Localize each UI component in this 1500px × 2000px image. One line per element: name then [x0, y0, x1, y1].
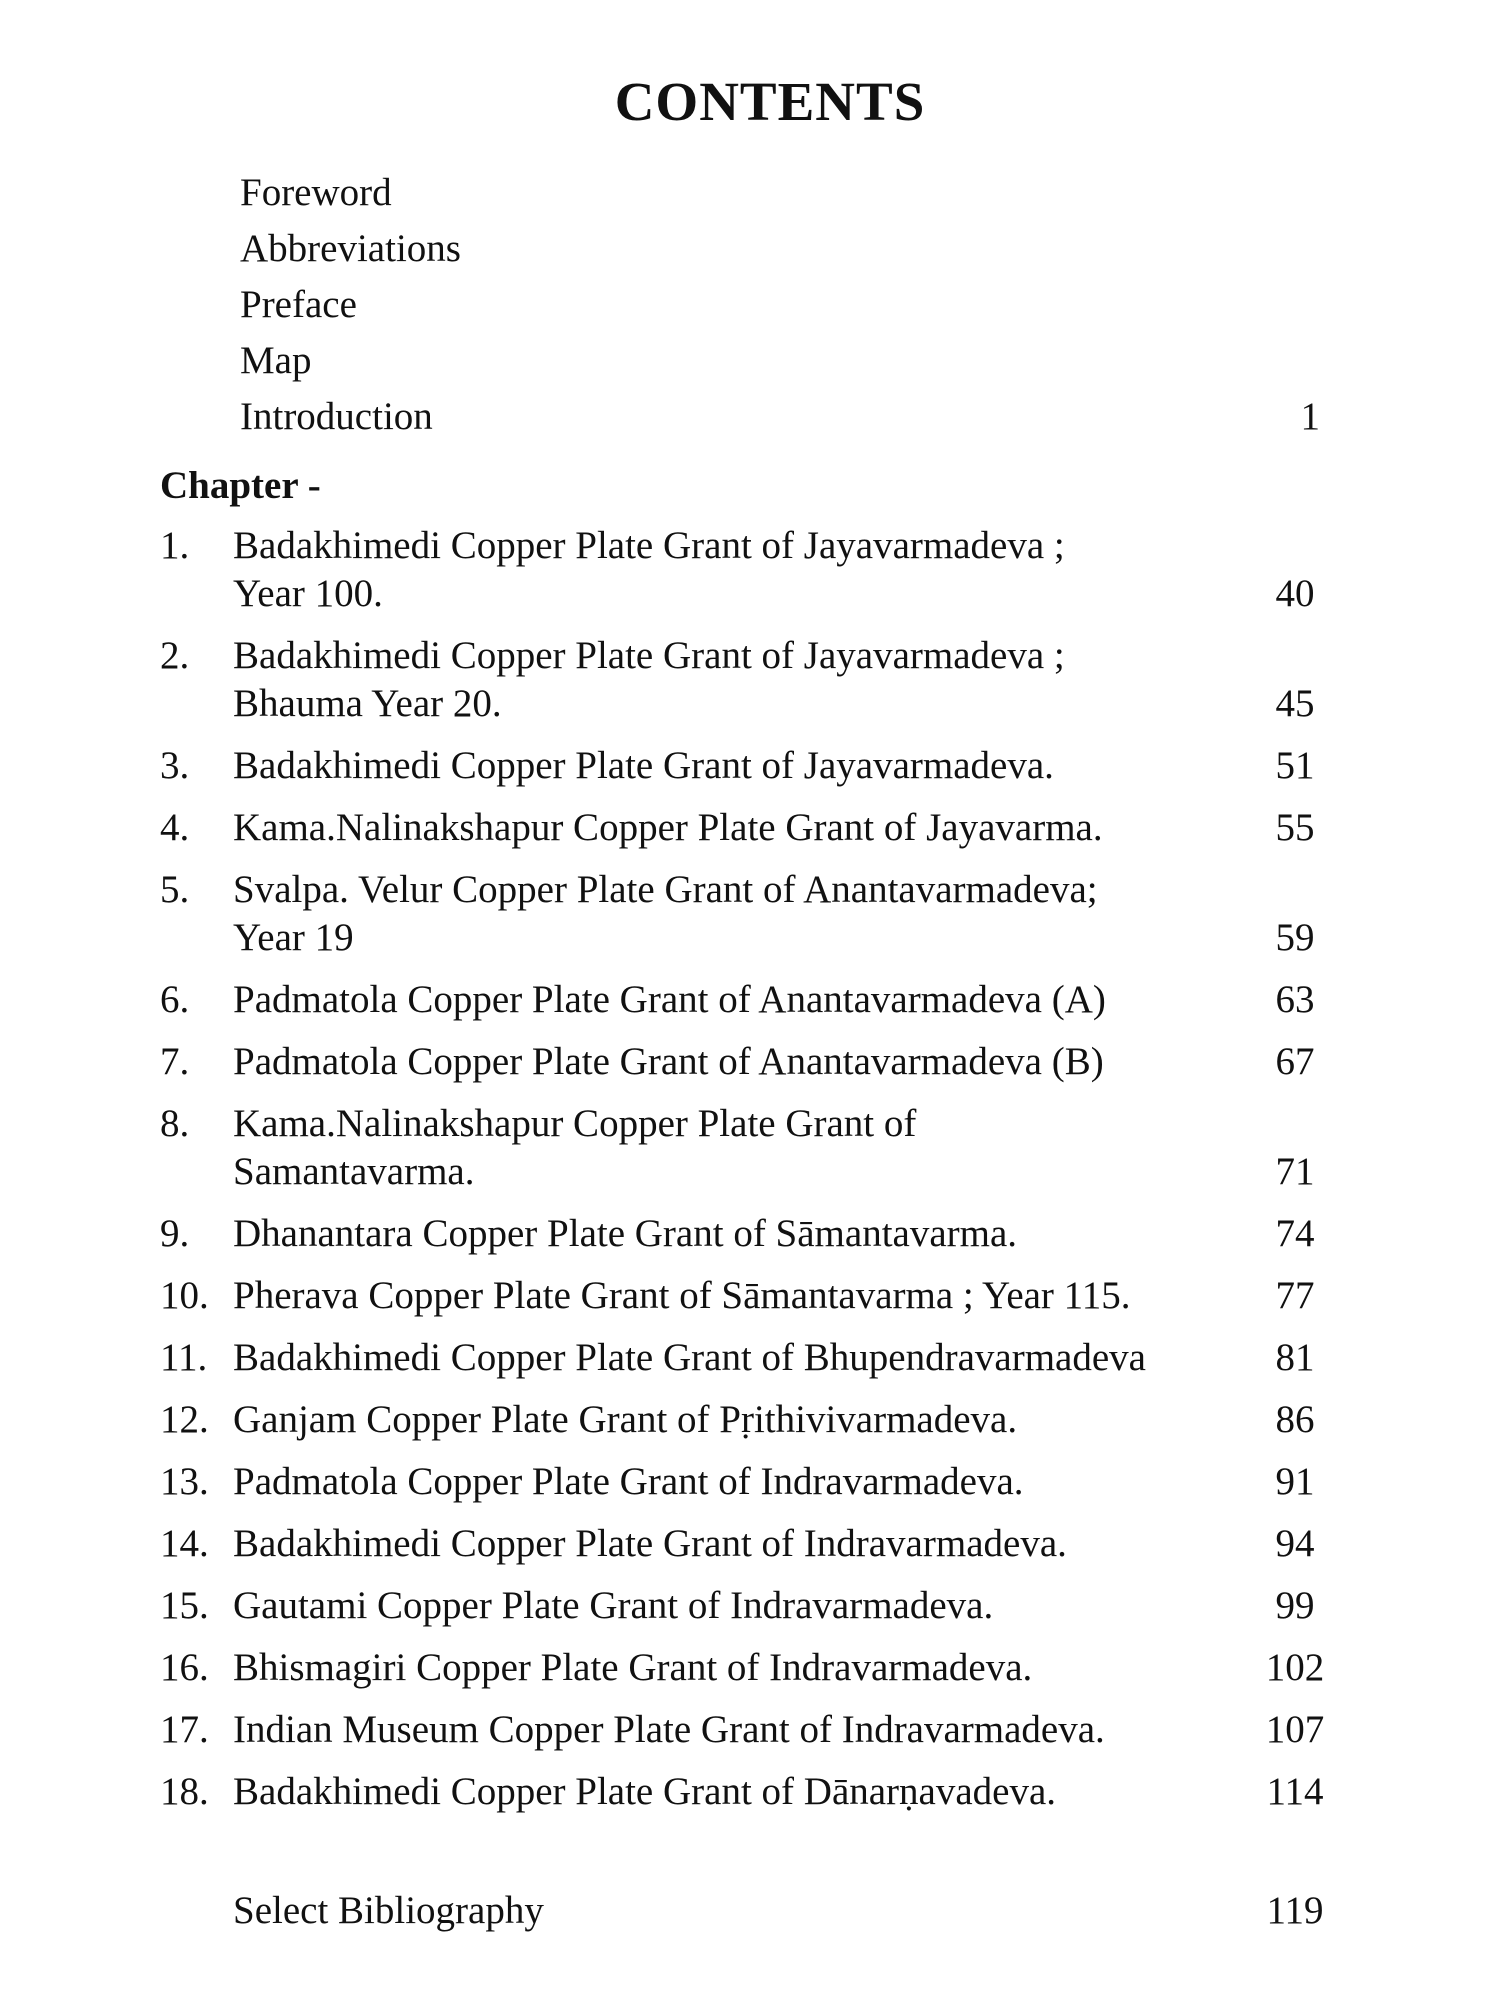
chapter-number: 16.	[160, 1646, 209, 1689]
chapter-number: 15.	[160, 1584, 209, 1627]
chapter-page: 86	[1275, 1398, 1315, 1441]
front-matter-page: 1	[1300, 395, 1320, 438]
chapter-number: 5.	[160, 868, 190, 911]
chapter-entry	[160, 1520, 1350, 1568]
chapter-entry	[160, 804, 1350, 852]
chapter-title-line: Samantavarma.	[233, 1150, 475, 1193]
chapter-page: 74	[1275, 1212, 1315, 1255]
chapter-page: 55	[1275, 806, 1315, 849]
front-matter-item	[240, 333, 1350, 389]
chapter-page: 102	[1265, 1646, 1325, 1689]
chapter-title-line: Dhanantara Copper Plate Grant of Sāmantavarma.	[233, 1212, 1018, 1255]
chapter-title-line: Kama.Nalinakshapur Copper Plate Grant of Jayavarma.	[233, 806, 1103, 849]
front-matter-label: Introduction	[240, 395, 433, 438]
chapter-number: 12.	[160, 1398, 209, 1441]
chapter-number: 2.	[160, 634, 190, 677]
chapter-number: 4.	[160, 806, 190, 849]
chapter-page: 63	[1275, 978, 1315, 1021]
chapter-entry	[160, 522, 1350, 618]
front-matter-item	[240, 165, 1350, 221]
chapter-number: 9.	[160, 1212, 190, 1255]
chapter-number: 1.	[160, 524, 190, 567]
chapter-number: 13.	[160, 1460, 209, 1503]
chapter-heading: Chapter -	[160, 464, 321, 507]
chapter-page: 91	[1275, 1460, 1315, 1503]
chapter-title-line: Bhauma Year 20.	[233, 682, 502, 725]
bibliography-page: 119	[1266, 1889, 1324, 1932]
chapter-page: 114	[1266, 1770, 1324, 1813]
chapter-number: 3.	[160, 744, 190, 787]
chapter-title-line: Year 100.	[233, 572, 383, 615]
chapter-entry	[160, 1458, 1350, 1506]
chapter-title-line: Ganjam Copper Plate Grant of Pṛithivivarmadeva.	[233, 1398, 1018, 1441]
chapter-title-line: Svalpa. Velur Copper Plate Grant of Anantavarmadeva;	[233, 868, 1098, 911]
chapter-entry	[160, 1582, 1350, 1630]
chapter-title-line: Padmatola Copper Plate Grant of Anantavarmadeva (B)	[233, 1040, 1104, 1083]
chapter-entry	[160, 1768, 1350, 1816]
front-matter-list	[240, 165, 1350, 445]
chapter-number: 6.	[160, 978, 190, 1021]
chapter-page: 67	[1275, 1040, 1315, 1083]
chapter-entry	[160, 1334, 1350, 1382]
chapter-entry	[160, 1272, 1350, 1320]
chapter-entry	[160, 1706, 1350, 1754]
chapter-entry	[160, 866, 1350, 962]
chapter-entry	[160, 976, 1350, 1024]
chapter-number: 8.	[160, 1102, 190, 1145]
chapter-title-line: Kama.Nalinakshapur Copper Plate Grant of	[233, 1102, 917, 1145]
chapter-number: 17.	[160, 1708, 209, 1751]
chapter-page: 71	[1275, 1150, 1315, 1193]
chapter-number: 18.	[160, 1770, 209, 1813]
front-matter-label: Abbreviations	[240, 227, 461, 270]
chapter-title-line: Badakhimedi Copper Plate Grant of Bhupendravarmadeva	[233, 1336, 1146, 1379]
chapter-title-line: Padmatola Copper Plate Grant of Anantavarmadeva (A)	[233, 978, 1106, 1021]
chapter-title-line: Badakhimedi Copper Plate Grant of Jayavarmadeva.	[233, 744, 1054, 787]
chapter-page: 94	[1275, 1522, 1315, 1565]
front-matter-label: Preface	[240, 283, 357, 326]
front-matter-item	[240, 277, 1350, 333]
chapter-entry	[160, 1100, 1350, 1196]
chapter-title-line: Bhismagiri Copper Plate Grant of Indravarmadeva.	[233, 1646, 1033, 1689]
chapter-title-line: Pherava Copper Plate Grant of Sāmantavarma ; Year 115.	[233, 1274, 1131, 1317]
chapter-title-line: Badakhimedi Copper Plate Grant of Dānarṇavadeva.	[233, 1770, 1057, 1813]
chapter-entry	[160, 1396, 1350, 1444]
chapter-title-line: Year 19	[233, 916, 354, 959]
chapter-number: 10.	[160, 1274, 209, 1317]
bibliography-label: Select Bibliography	[233, 1889, 544, 1932]
chapter-number: 14.	[160, 1522, 209, 1565]
chapter-page: 81	[1275, 1336, 1315, 1379]
chapter-page: 59	[1275, 916, 1315, 959]
front-matter-label: Map	[240, 339, 312, 382]
chapter-number: 7.	[160, 1040, 190, 1083]
front-matter-label: Foreword	[240, 171, 392, 214]
chapter-entry	[160, 632, 1350, 728]
chapter-page: 107	[1265, 1708, 1325, 1751]
chapter-entry	[160, 1210, 1350, 1258]
chapter-title-line: Indian Museum Copper Plate Grant of Indravarmadeva.	[233, 1708, 1105, 1751]
chapter-entry	[160, 1644, 1350, 1692]
front-matter-item	[240, 389, 1350, 445]
chapter-page: 40	[1275, 572, 1315, 615]
chapter-title-line: Badakhimedi Copper Plate Grant of Jayavarmadeva ;	[233, 634, 1065, 677]
chapter-title-line: Badakhimedi Copper Plate Grant of Jayavarmadeva ;	[233, 524, 1065, 567]
chapter-entry	[160, 742, 1350, 790]
chapter-page: 77	[1275, 1274, 1315, 1317]
chapter-number: 11.	[160, 1336, 208, 1379]
page-title: CONTENTS	[614, 71, 926, 132]
chapter-title-line: Padmatola Copper Plate Grant of Indravarmadeva.	[233, 1460, 1024, 1503]
chapter-page: 45	[1275, 682, 1315, 725]
chapter-page: 51	[1275, 744, 1315, 787]
chapter-list	[160, 522, 1350, 1830]
bibliography-entry	[233, 1886, 1350, 1936]
front-matter-item	[240, 221, 1350, 277]
chapter-page: 99	[1275, 1584, 1315, 1627]
chapter-title-line: Badakhimedi Copper Plate Grant of Indravarmadeva.	[233, 1522, 1067, 1565]
chapter-title-line: Gautami Copper Plate Grant of Indravarmadeva.	[233, 1584, 994, 1627]
chapter-entry	[160, 1038, 1350, 1086]
